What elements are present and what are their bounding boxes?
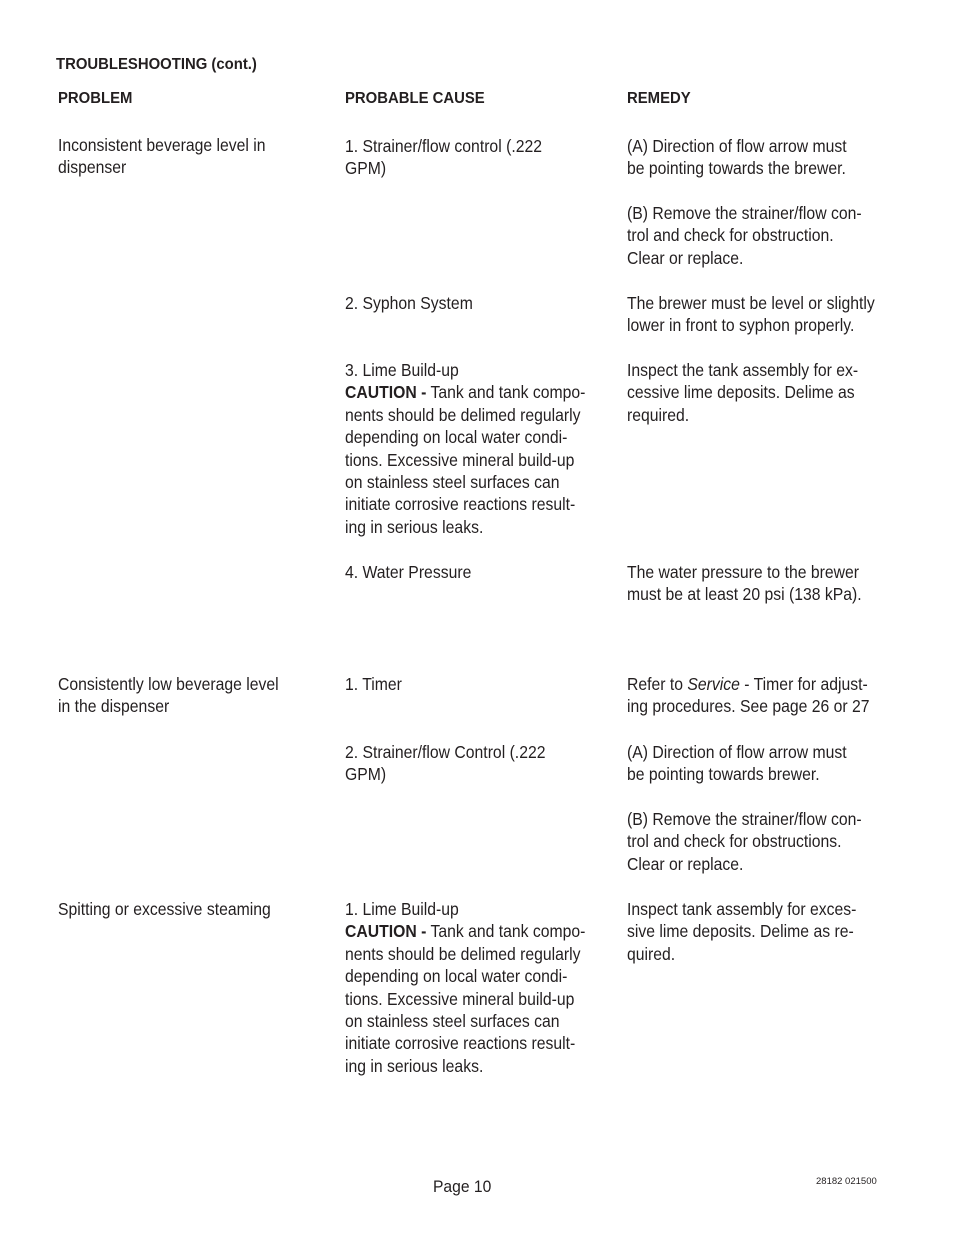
text-line: initiate corrosive reactions result- xyxy=(345,1033,576,1054)
column-header-cause: PROBABLE CAUSE xyxy=(345,90,485,107)
text-line: must be at least 20 psi (138 kPa). xyxy=(627,584,862,605)
text-line: on stainless steel surfaces can xyxy=(345,1011,560,1032)
remedy-cell xyxy=(627,292,875,337)
column-header-problem: PROBLEM xyxy=(58,90,133,107)
text-line: depending on local water condi- xyxy=(345,427,568,448)
cause-cell xyxy=(345,741,545,786)
text-line: ing procedures. See page 26 or 27 xyxy=(627,696,870,717)
cause-cell xyxy=(345,561,471,583)
text-line xyxy=(345,920,585,942)
remedy-cell xyxy=(627,202,862,269)
cause-cell xyxy=(345,898,585,1077)
cause-cell xyxy=(345,135,542,180)
text-line: Consistently low beverage level xyxy=(58,674,279,694)
text-line: The water pressure to the brewer xyxy=(627,562,859,582)
text-line: 1. Strainer/flow control (.222 xyxy=(345,136,542,156)
cause-cell xyxy=(345,359,585,538)
text-line: on stainless steel surfaces can xyxy=(345,472,560,493)
text-line: Inspect the tank assembly for ex- xyxy=(627,360,859,380)
text-line: (B) Remove the strainer/flow con- xyxy=(627,809,862,829)
problem-cell xyxy=(58,134,266,179)
text-line: dispenser xyxy=(58,157,127,178)
service-reference: Service xyxy=(687,674,740,694)
remedy-cell xyxy=(627,561,862,606)
text-fragment: Refer to xyxy=(627,674,688,694)
text-line: 2. Strainer/flow Control (.222 xyxy=(345,742,546,762)
page-number: Page 10 xyxy=(433,1177,492,1196)
text-line: nents should be delimed regularly xyxy=(345,943,581,964)
cause-cell xyxy=(345,292,473,314)
caution-label: CAUTION - xyxy=(345,382,427,403)
section-title: TROUBLESHOOTING (cont.) xyxy=(56,56,257,73)
text-line: Clear or replace. xyxy=(627,853,744,874)
column-header-remedy: REMEDY xyxy=(627,90,691,107)
text-line: be pointing towards brewer. xyxy=(627,764,820,785)
text-line: Inspect tank assembly for exces- xyxy=(627,899,857,919)
caution-text: Tank and tank compo- xyxy=(426,382,586,403)
remedy-cell xyxy=(627,898,856,965)
caution-text: Tank and tank compo- xyxy=(426,921,586,942)
text-line: 3. Lime Build-up xyxy=(345,360,459,380)
text-line: trol and check for obstruction. xyxy=(627,225,834,246)
problem-cell xyxy=(58,673,279,718)
text-line: GPM) xyxy=(345,764,387,785)
text-line: lower in front to syphon properly. xyxy=(627,315,855,336)
text-line: trol and check for obstructions. xyxy=(627,831,842,852)
cause-cell xyxy=(345,673,402,695)
text-line: (A) Direction of flow arrow must xyxy=(627,136,847,156)
remedy-cell xyxy=(627,359,858,426)
text-line: (A) Direction of flow arrow must xyxy=(627,742,847,762)
text-line xyxy=(627,673,870,695)
remedy-cell xyxy=(627,808,862,875)
text-line: required. xyxy=(627,404,690,425)
remedy-cell xyxy=(627,741,847,786)
text-line: 1. Lime Build-up xyxy=(345,899,459,919)
text-line xyxy=(345,381,585,403)
text-line: nents should be delimed regularly xyxy=(345,404,581,425)
text-line: GPM) xyxy=(345,158,387,179)
text-line: initiate corrosive reactions result- xyxy=(345,494,576,515)
text-line: 2. Syphon System xyxy=(345,293,473,313)
text-line: Clear or replace. xyxy=(627,247,744,268)
caution-label: CAUTION - xyxy=(345,921,427,942)
problem-cell xyxy=(58,898,271,920)
text-line: in the dispenser xyxy=(58,696,170,717)
text-line: ing in serious leaks. xyxy=(345,516,484,537)
text-line: tions. Excessive mineral build-up xyxy=(345,449,575,470)
remedy-cell xyxy=(627,135,847,180)
text-line: (B) Remove the strainer/flow con- xyxy=(627,203,862,223)
document-code: 28182 021500 xyxy=(816,1176,877,1187)
remedy-cell xyxy=(627,673,870,718)
text-line: ing in serious leaks. xyxy=(345,1055,484,1076)
text-line: Inconsistent beverage level in xyxy=(58,135,266,155)
text-line: cessive lime deposits. Delime as xyxy=(627,382,855,403)
text-line: tions. Excessive mineral build-up xyxy=(345,988,575,1009)
text-line: depending on local water condi- xyxy=(345,966,568,987)
text-line: Spitting or excessive steaming xyxy=(58,899,271,919)
text-line: sive lime deposits. Delime as re- xyxy=(627,921,854,942)
text-line: 4. Water Pressure xyxy=(345,562,472,582)
text-line: 1. Timer xyxy=(345,674,402,694)
text-line: The brewer must be level or slightly xyxy=(627,293,875,313)
text-line: be pointing towards the brewer. xyxy=(627,158,846,179)
text-fragment: - Timer for adjust- xyxy=(739,674,868,694)
text-line: quired. xyxy=(627,943,676,964)
